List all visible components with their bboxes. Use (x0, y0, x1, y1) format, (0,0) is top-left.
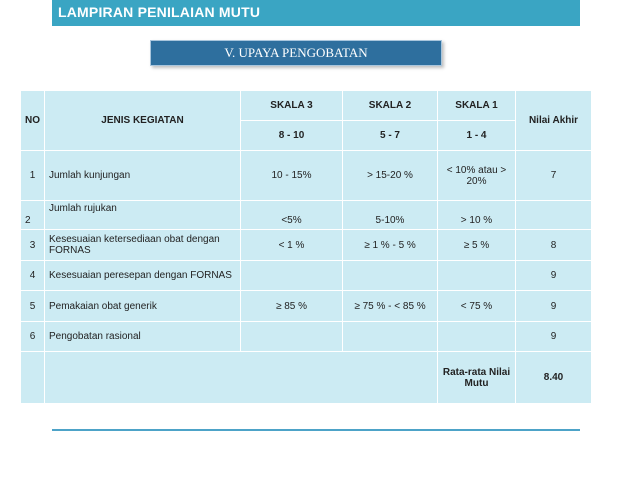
row-skala-2: ≥ 1 % - 5 % (343, 230, 438, 261)
header-nilai-akhir: Nilai Akhir (516, 91, 592, 151)
header-range-1: 1 - 4 (438, 121, 516, 151)
row-kegiatan: Jumlah kunjungan (45, 151, 241, 201)
header-range-2: 5 - 7 (343, 121, 438, 151)
row-no: 5 (21, 291, 45, 322)
footer-empty-no (21, 352, 45, 404)
row-skala-2 (343, 322, 438, 352)
footer-divider (52, 429, 580, 431)
row-kegiatan: Kesesuaian peresepan dengan FORNAS (45, 261, 241, 291)
row-kegiatan: Pemakaian obat generik (45, 291, 241, 322)
table-row (21, 230, 592, 261)
section-title-box (150, 40, 442, 66)
table-row (21, 322, 592, 352)
row-nilai: 9 (516, 261, 592, 291)
row-no: 2 (21, 201, 45, 230)
table-row (21, 151, 592, 201)
row-no: 3 (21, 230, 45, 261)
row-skala-1 (438, 261, 516, 291)
row-kegiatan: Pengobatan rasional (45, 322, 241, 352)
row-no: 4 (21, 261, 45, 291)
table-footer-row (21, 352, 592, 404)
assessment-table (20, 90, 592, 404)
row-skala-1: ≥ 5 % (438, 230, 516, 261)
header-skala-1: SKALA 1 (438, 91, 516, 121)
row-skala-1: < 75 % (438, 291, 516, 322)
row-no: 1 (21, 151, 45, 201)
header-no: NO (21, 91, 45, 151)
row-skala-1: < 10% atau > 20% (438, 151, 516, 201)
row-nilai: 9 (516, 291, 592, 322)
row-skala-3: < 1 % (241, 230, 343, 261)
table-row (21, 291, 592, 322)
header-skala-2: SKALA 2 (343, 91, 438, 121)
average-value: 8.40 (516, 352, 592, 404)
row-nilai (516, 201, 592, 230)
average-label: Rata-rata Nilai Mutu (438, 352, 516, 404)
footer-empty-span (45, 352, 438, 404)
header-skala-3: SKALA 3 (241, 91, 343, 121)
row-skala-2 (343, 261, 438, 291)
row-skala-3: <5% (241, 201, 343, 230)
row-no: 6 (21, 322, 45, 352)
row-skala-2: > 15-20 % (343, 151, 438, 201)
table-row (21, 261, 592, 291)
row-skala-2: ≥ 75 % - < 85 % (343, 291, 438, 322)
row-skala-3 (241, 261, 343, 291)
row-nilai: 9 (516, 322, 592, 352)
row-nilai: 7 (516, 151, 592, 201)
row-skala-1 (438, 322, 516, 352)
table-row (21, 201, 592, 230)
header-range-3: 8 - 10 (241, 121, 343, 151)
row-skala-1: > 10 % (438, 201, 516, 230)
row-nilai: 8 (516, 230, 592, 261)
row-kegiatan: Kesesuaian ketersediaan obat dengan FORNAS (45, 230, 241, 261)
header-bar (52, 0, 580, 26)
row-skala-3: 10 - 15% (241, 151, 343, 201)
section-title: V. UPAYA PENGOBATAN (224, 45, 368, 60)
header-jenis-kegiatan: JENIS KEGIATAN (45, 91, 241, 151)
row-skala-3: ≥ 85 % (241, 291, 343, 322)
row-skala-2: 5-10% (343, 201, 438, 230)
row-kegiatan: Jumlah rujukan (45, 201, 241, 230)
row-skala-3 (241, 322, 343, 352)
page-title: LAMPIRAN PENILAIAN MUTU (58, 4, 261, 20)
